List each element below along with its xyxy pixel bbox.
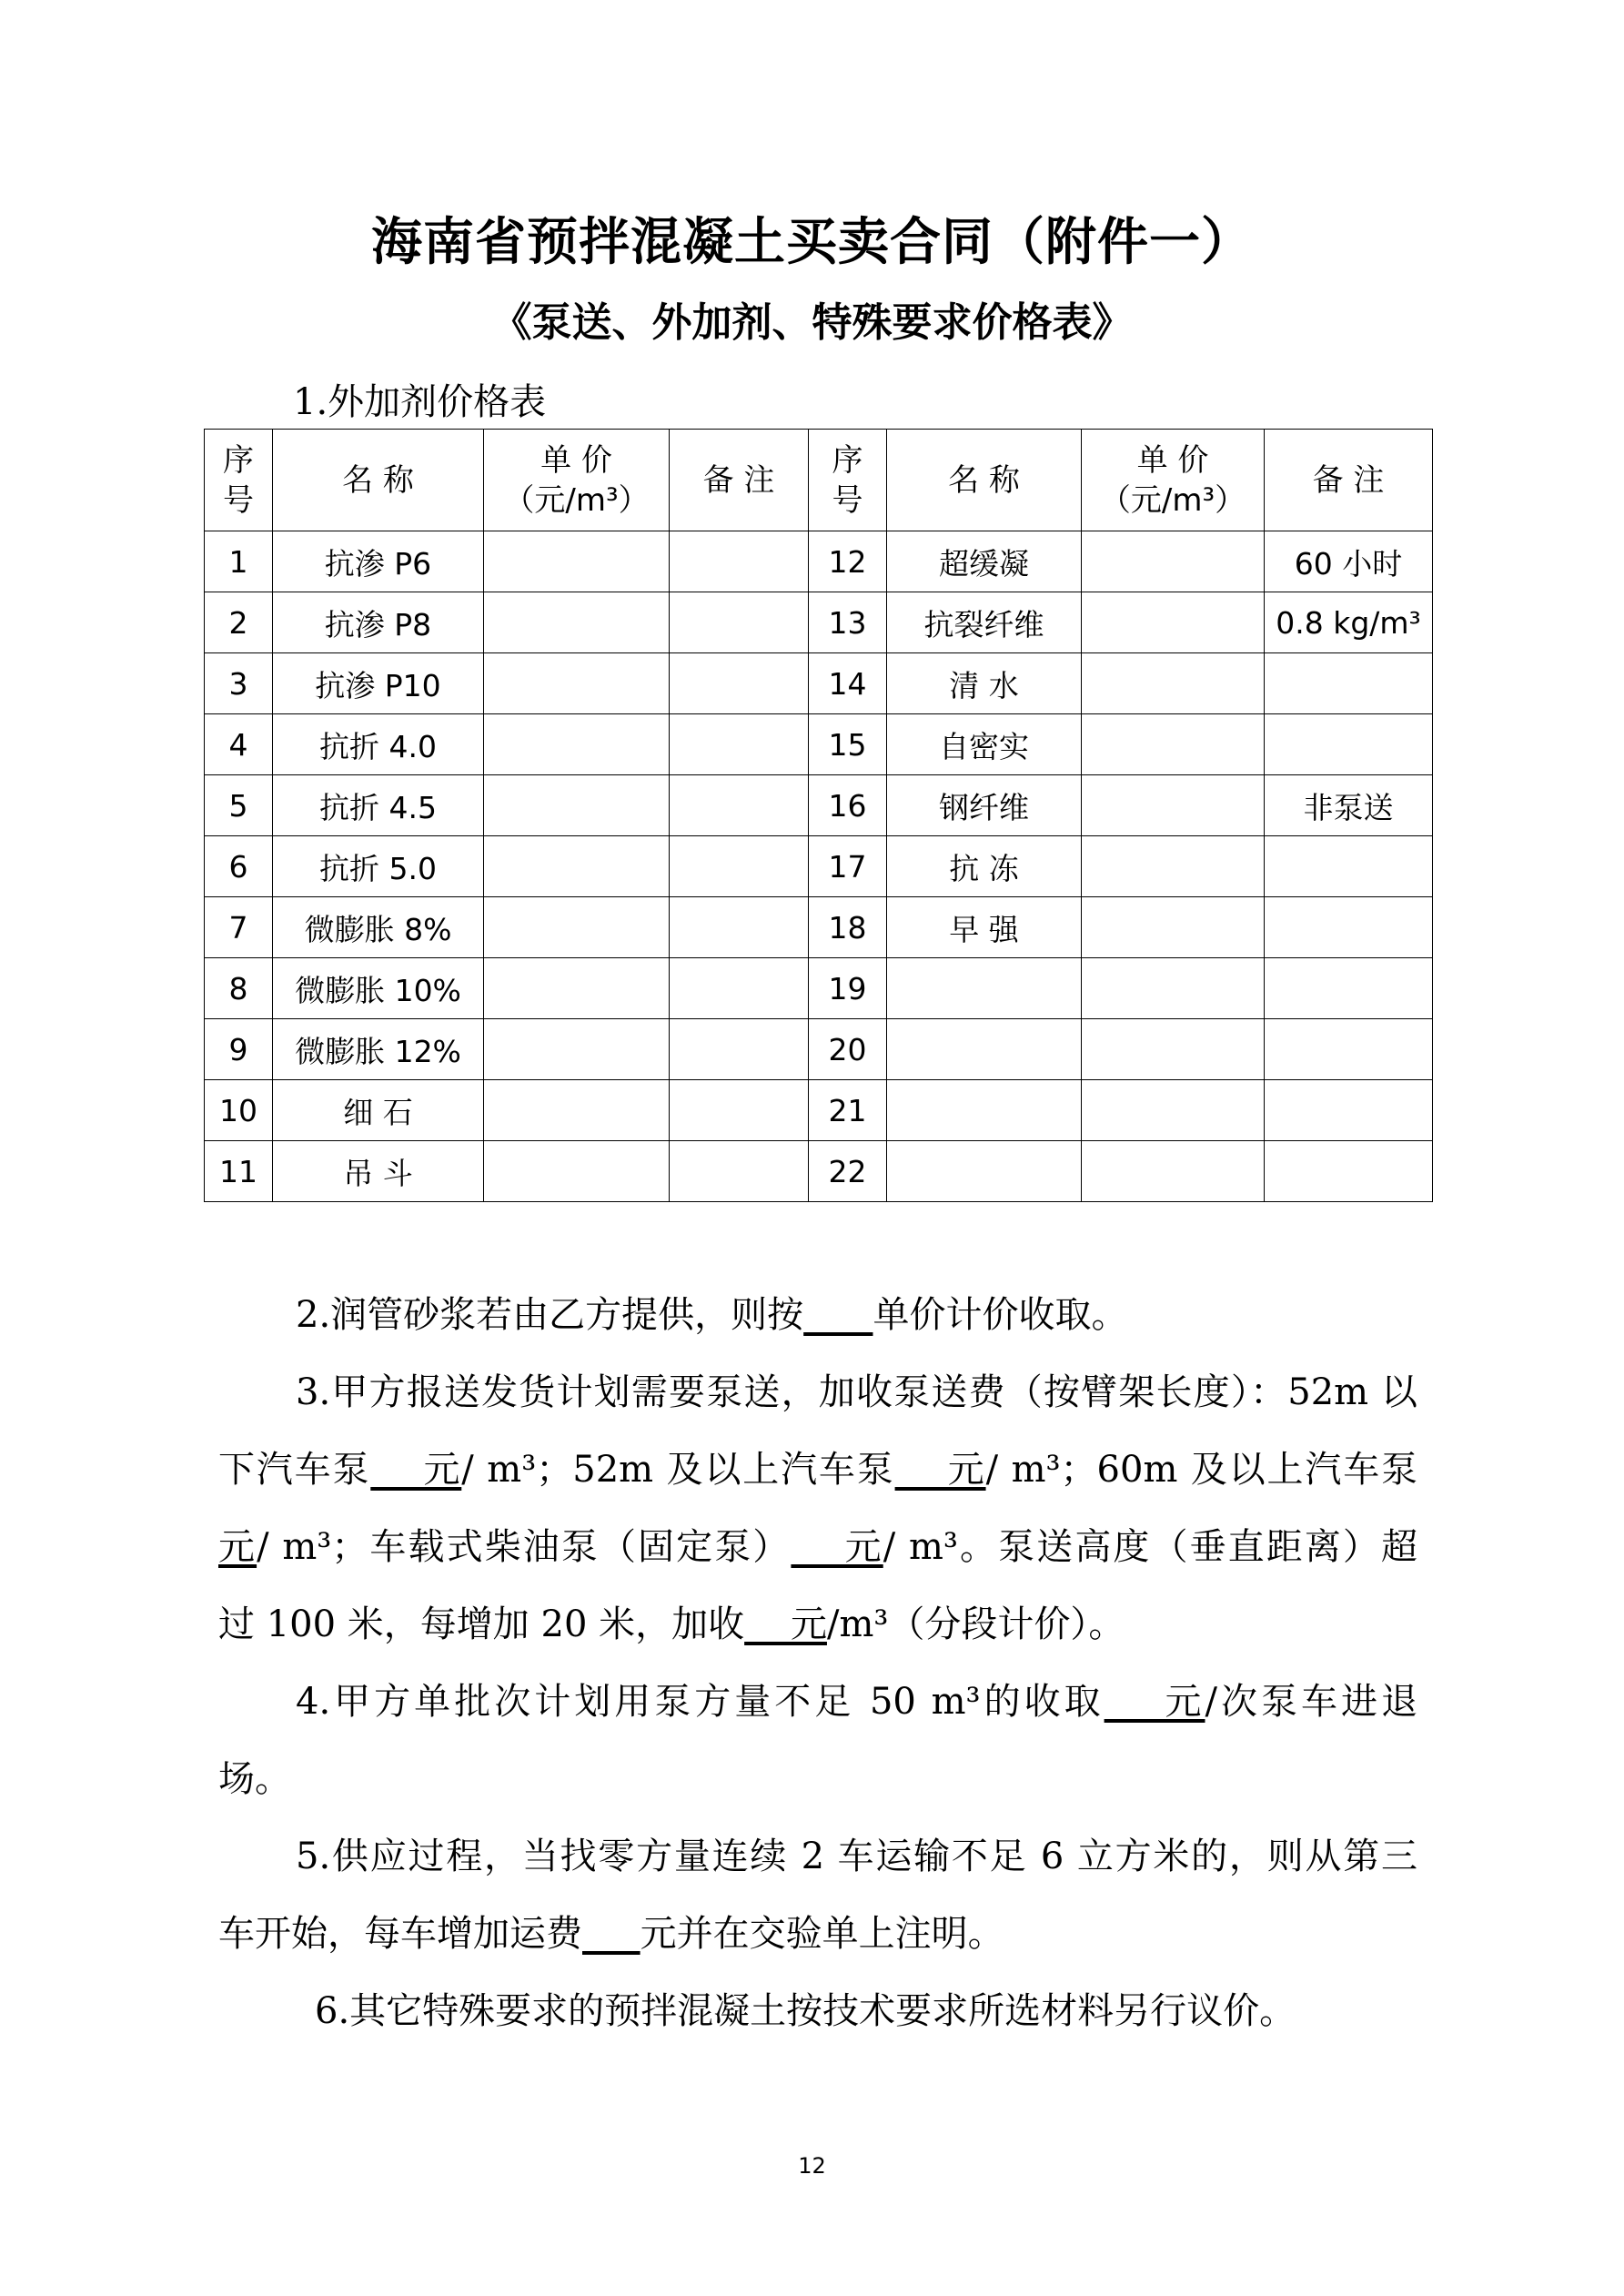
text-run: / m³；60m 及以上汽车泵 (985, 1449, 1418, 1491)
paragraph-line (218, 1586, 1417, 1664)
table-cell: 抗折 4.5 (273, 775, 484, 836)
table-cell (484, 775, 670, 836)
table-cell (484, 836, 670, 897)
table-cell (484, 714, 670, 775)
text-run: 3.甲方报送发货计划需要泵送，加收泵送费（按臂架长度）：52m 以 (296, 1371, 1417, 1413)
table-header-cell: 单 价 （元/m³） (484, 430, 670, 531)
table-cell: 4 (205, 714, 273, 775)
fill-in-blank (582, 1913, 641, 1955)
table-cell (1082, 531, 1265, 592)
table-cell (670, 897, 809, 958)
table-cell: 吊 斗 (273, 1141, 484, 1202)
paragraph-line (218, 1818, 1417, 1896)
table-cell (1265, 897, 1433, 958)
table-cell: 抗渗 P10 (273, 653, 484, 714)
table-cell (670, 836, 809, 897)
paragraph-3 (218, 1354, 1417, 1664)
text-run: / m³；52m 及以上汽车泵 (461, 1449, 895, 1491)
table-row (205, 836, 1433, 897)
table-cell: 抗折 4.0 (273, 714, 484, 775)
table-row (205, 775, 1433, 836)
fill-in-blank (803, 1294, 873, 1336)
text-run: / m³；车载式柴油泵（固定泵） (257, 1526, 792, 1568)
table-cell (670, 1080, 809, 1141)
table-cell: 抗 冻 (887, 836, 1082, 897)
table-cell: 微膨胀 8% (273, 897, 484, 958)
paragraph-2 (218, 1277, 1417, 1354)
fill-in-blank: 元 (1104, 1681, 1205, 1723)
table-cell (670, 958, 809, 1019)
table-cell (484, 897, 670, 958)
table-cell (484, 592, 670, 653)
table-cell: 抗渗 P8 (273, 592, 484, 653)
table-cell (1265, 714, 1433, 775)
table-cell: 清 水 (887, 653, 1082, 714)
table-cell: 16 (809, 775, 887, 836)
table-cell: 20 (809, 1019, 887, 1080)
table-cell (887, 1019, 1082, 1080)
table-cell (1082, 897, 1265, 958)
table-cell (670, 531, 809, 592)
table-cell (1082, 836, 1265, 897)
table-cell (484, 1080, 670, 1141)
paragraph-5 (218, 1818, 1417, 1973)
table-cell (1265, 1141, 1433, 1202)
table-cell (670, 592, 809, 653)
terms-paragraphs (218, 1277, 1417, 2050)
table-cell (1265, 653, 1433, 714)
table-cell: 17 (809, 836, 887, 897)
table-cell (887, 1080, 1082, 1141)
fill-in-blank: 元 (370, 1449, 462, 1491)
table-cell: 6 (205, 836, 273, 897)
table-cell: 3 (205, 653, 273, 714)
table-cell: 11 (205, 1141, 273, 1202)
table-cell (1082, 714, 1265, 775)
section-heading-additive-price-table: 1.外加剂价格表 (293, 381, 547, 423)
paragraph-line (218, 1896, 1417, 1973)
table-cell (484, 653, 670, 714)
table-cell (484, 1141, 670, 1202)
table-cell (670, 775, 809, 836)
text-run: 单价计价收取。 (873, 1294, 1128, 1336)
text-run: 4.甲方单批次计划用泵方量不足 50 m³的收取 (296, 1681, 1105, 1723)
table-cell: 钢纤维 (887, 775, 1082, 836)
text-run: /次泵车进退 (1205, 1681, 1417, 1723)
table-cell: 15 (809, 714, 887, 775)
table-cell (670, 714, 809, 775)
fill-in-blank: 元 (218, 1526, 257, 1568)
table-cell: 微膨胀 12% (273, 1019, 484, 1080)
table-cell: 60 小时 (1265, 531, 1433, 592)
paragraph-line (218, 1431, 1417, 1509)
paragraph-line (218, 1664, 1417, 1741)
paragraph-line (218, 1277, 1417, 1354)
table-cell (1082, 653, 1265, 714)
table-cell (1082, 1080, 1265, 1141)
table-row (205, 958, 1433, 1019)
table-cell (670, 1141, 809, 1202)
table-cell (1082, 958, 1265, 1019)
table-cell (670, 1019, 809, 1080)
paragraph-line (218, 1741, 1417, 1818)
table-cell: 微膨胀 10% (273, 958, 484, 1019)
table-header-cell: 序 号 (809, 430, 887, 531)
table-row (205, 1080, 1433, 1141)
table-cell (1265, 1019, 1433, 1080)
table-cell: 22 (809, 1141, 887, 1202)
text-run: /m³（分段计价）。 (826, 1603, 1125, 1645)
table-header-cell: 备 注 (670, 430, 809, 531)
fill-in-blank: 元 (894, 1449, 986, 1491)
paragraph-4 (218, 1664, 1417, 1818)
table-header-cell: 名 称 (887, 430, 1082, 531)
table-cell (484, 531, 670, 592)
text-run: 下汽车泵 (218, 1449, 371, 1491)
table-header-cell: 备 注 (1265, 430, 1433, 531)
fill-in-blank: 元 (744, 1603, 827, 1645)
table-cell: 抗渗 P6 (273, 531, 484, 592)
table-cell: 14 (809, 653, 887, 714)
table-row (205, 1141, 1433, 1202)
table-cell: 12 (809, 531, 887, 592)
table-cell (887, 1141, 1082, 1202)
paragraph-line (218, 1509, 1417, 1586)
text-run: 6.其它特殊要求的预拌混凝土按技术要求所选材料另行议价。 (315, 1990, 1296, 2032)
table-cell: 0.8 kg/m³ (1265, 592, 1433, 653)
table-cell: 21 (809, 1080, 887, 1141)
table-cell: 9 (205, 1019, 273, 1080)
table-cell: 7 (205, 897, 273, 958)
table-cell: 超缓凝 (887, 531, 1082, 592)
page-number: 12 (798, 2153, 826, 2179)
table-cell (484, 1019, 670, 1080)
table-cell: 非泵送 (1265, 775, 1433, 836)
table-cell (484, 958, 670, 1019)
text-run: 过 100 米，每增加 20 米，加收 (218, 1603, 745, 1645)
table-row (205, 714, 1433, 775)
table-cell (1082, 1141, 1265, 1202)
table-cell: 2 (205, 592, 273, 653)
table-row (205, 897, 1433, 958)
table-cell: 10 (205, 1080, 273, 1141)
table-cell: 18 (809, 897, 887, 958)
table-cell: 13 (809, 592, 887, 653)
table-cell (887, 958, 1082, 1019)
table-cell: 细 石 (273, 1080, 484, 1141)
table-cell: 自密实 (887, 714, 1082, 775)
document-title: 海南省预拌混凝土买卖合同（附件一） (371, 213, 1253, 272)
text-run: / m³。泵送高度（垂直距离）超 (883, 1526, 1418, 1568)
table-cell (1265, 958, 1433, 1019)
table-row (205, 531, 1433, 592)
table-header-row (205, 430, 1433, 531)
paragraph-line (218, 1354, 1417, 1431)
text-run: 5.供应过程，当找零方量连续 2 车运输不足 6 立方米的，则从第三 (296, 1836, 1417, 1877)
document-subtitle: 《泵送、外加剂、特殊要求价格表》 (491, 299, 1133, 346)
fill-in-blank: 元 (791, 1526, 883, 1568)
table-cell: 抗裂纤维 (887, 592, 1082, 653)
table-header-cell: 名 称 (273, 430, 484, 531)
text-run: 元并在交验单上注明。 (640, 1913, 1004, 1955)
table-cell: 抗折 5.0 (273, 836, 484, 897)
table-cell: 1 (205, 531, 273, 592)
table-cell: 早 强 (887, 897, 1082, 958)
table-cell (1265, 836, 1433, 897)
table-cell (670, 653, 809, 714)
text-run: 车开始，每车增加运费 (218, 1913, 582, 1955)
paragraph-line (218, 1973, 1417, 2050)
table-cell: 19 (809, 958, 887, 1019)
table-cell: 5 (205, 775, 273, 836)
table-cell (1082, 592, 1265, 653)
table-row (205, 1019, 1433, 1080)
table-row (205, 653, 1433, 714)
table-cell (1082, 1019, 1265, 1080)
table-cell: 8 (205, 958, 273, 1019)
text-run: 2.润管砂浆若由乙方提供，则按 (296, 1294, 804, 1336)
text-run: 场。 (218, 1758, 291, 1800)
table-cell (1265, 1080, 1433, 1141)
additive-price-table (204, 429, 1433, 1202)
table-header-cell: 单 价 （元/m³） (1082, 430, 1265, 531)
paragraph-6 (218, 1973, 1417, 2050)
table-header-cell: 序 号 (205, 430, 273, 531)
table-row (205, 592, 1433, 653)
table-cell (1082, 775, 1265, 836)
